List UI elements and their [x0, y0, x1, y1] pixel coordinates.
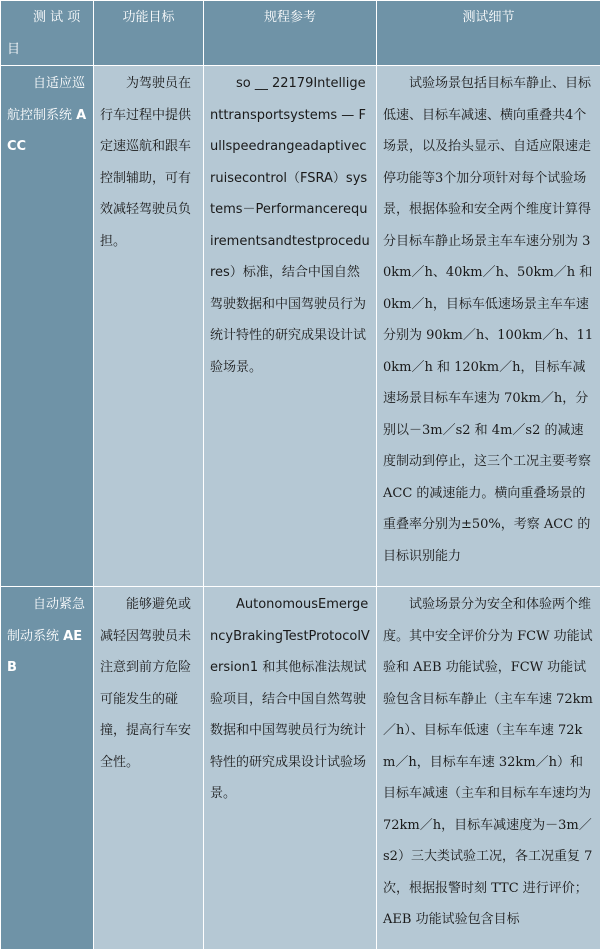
test-details-cell: 试验场景包括目标车静止、目标低速、目标车减速、横向重叠共4个场景，以及抬头显示、自适应限速走停功能等3个加分项针对每个试验场景，根据体验和安全两个维度计算得分目标车静止场景主车车速分别为 30km／h、40km／h、50km／h 和 0km／h，目标车低速场景主车车速分别为 90km／h、100km／h、110km／h 和 120km／h，目标车减速场景目标车车速为 70km／h，分别以－3m／s2 和 4m／s2 的减速度制动到停止，这三个工况主要考察 ACC 的减速能力。横向重叠场景的重叠率分别为±50%，考察 ACC 的目标识别能力: [377, 66, 600, 587]
header-regulation-reference: 规程参考: [204, 1, 377, 66]
regulation-reference-cell: so __ 22179Intelligenttransportsystems — Fullspeedrangeadaptivecruisecontrol（FSRA）systems－Performancerequirementsandtestprocedures）标准，结合中国自然驾驶数据和中国驾驶员行为统计特性的研究成果设计试验场景。: [204, 66, 377, 587]
table-row: [1, 66, 600, 587]
header-test-item: 测 试 项 目: [1, 1, 94, 66]
function-goal-cell: 能够避免或减轻因驾驶员未注意到前方危险可能发生的碰撞，提高行车安全性。: [94, 587, 204, 950]
test-item-name: 自适应巡航控制系统 ACC: [1, 66, 94, 587]
regulation-reference-cell: AutonomousEmergencyBrakingTestProtocolVersion1 和其他标准法规试验项目，结合中国自然驾驶数据和中国驾驶员行为统计特性的研究成果设计试验场景。: [204, 587, 377, 950]
table-row: [1, 587, 600, 950]
table-header-row: [1, 1, 600, 66]
test-details-cell: 试验场景分为安全和体验两个维度。其中安全评价分为 FCW 功能试验和 AEB 功能试验，FCW 功能试验包含目标车静止（主车车速 72km／h）、目标车低速（主车车速 72km／h，目标车车速 32km／h）和目标车减速（主车和目标车车速均为 72km／h，目标车减速度为－3m／s2）三大类试验工况，各工况重复 7 次，根据报警时刻 TTC 进行评价；AEB 功能试验包含目标: [377, 587, 600, 950]
function-goal-cell: 为驾驶员在行车过程中提供定速巡航和跟车控制辅助，可有效减轻驾驶员负担。: [94, 66, 204, 587]
header-function-goal: 功能目标: [94, 1, 204, 66]
test-item-name: 自动紧急制动系统 AEB: [1, 587, 94, 950]
header-test-details: 测试细节: [377, 1, 600, 66]
